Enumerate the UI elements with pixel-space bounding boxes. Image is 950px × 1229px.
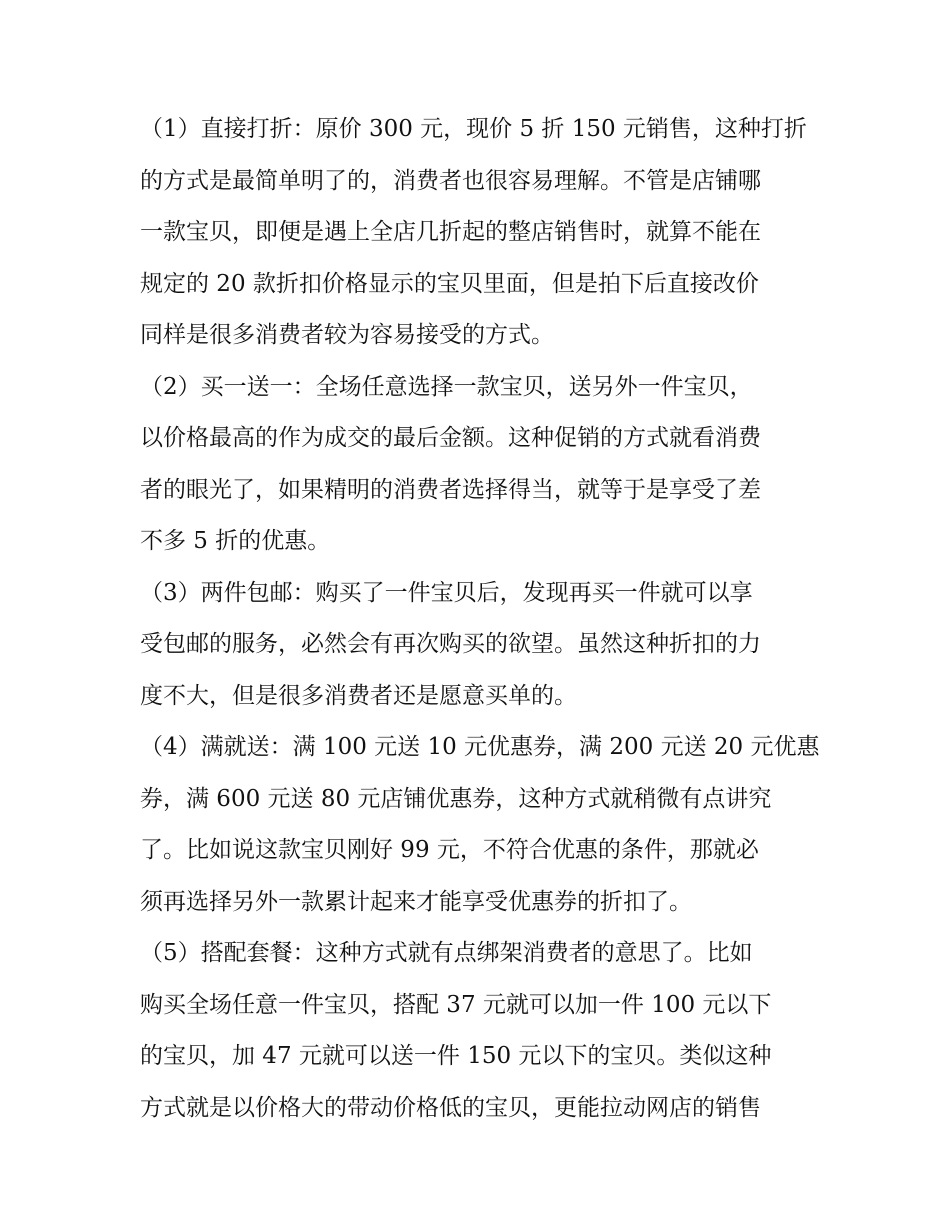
text-line-18: 购买全场任意一件宝贝，搭配 37 元就可以加一件 100 元以下 xyxy=(140,991,772,1018)
text-line-3: 一款宝贝，即便是遇上全店几折起的整店销售时，就算不能在 xyxy=(140,219,761,245)
text-line-19: 的宝贝，加 47 元就可以送一件 150 元以下的宝贝。类似这种 xyxy=(140,1043,772,1069)
text-line-17: （5）搭配套餐：这种方式就有点绑架消费者的意思了。比如 xyxy=(140,940,753,966)
text-line-1: （1）直接打折：原价 300 元，现价 5 折 150 元销售，这种打折 xyxy=(140,116,807,142)
text-line-8: 者的眼光了，如果精明的消费者选择得当，就等于是享受了差 xyxy=(140,476,761,503)
body-text xyxy=(140,104,820,1134)
text-line-2: 的方式是最简单明了的，消费者也很容易理解。不管是店铺哪 xyxy=(140,167,761,194)
text-line-20: 方式就是以价格大的带动价格低的宝贝，更能拉动网店的销售 xyxy=(140,1094,761,1121)
text-line-11: 受包邮的服务，必然会有再次购买的欲望。虽然这种折扣的力 xyxy=(140,631,761,657)
text-line-6: （2）买一送一：全场任意选择一款宝贝，送另外一件宝贝， xyxy=(140,373,753,400)
text-line-15: 了。比如说这款宝贝刚好 99 元，不符合优惠的条件，那就必 xyxy=(140,837,759,863)
text-line-9: 不多 5 折的优惠。 xyxy=(140,528,331,554)
text-line-4: 规定的 20 款折扣价格显示的宝贝里面，但是拍下后直接改价 xyxy=(140,270,759,297)
text-line-16: 须再选择另外一款累计起来才能享受优惠券的折扣了。 xyxy=(140,888,692,915)
text-line-5: 同样是很多消费者较为容易接受的方式。 xyxy=(140,322,554,348)
text-line-7: 以价格最高的作为成交的最后金额。这种促销的方式就看消费 xyxy=(140,425,761,451)
text-line-14: 券，满 600 元送 80 元店铺优惠券，这种方式就稍微有点讲究 xyxy=(140,785,772,812)
text-line-12: 度不大，但是很多消费者还是愿意买单的。 xyxy=(140,682,577,709)
text-line-13: （4）满就送：满 100 元送 10 元优惠券，满 200 元送 20 元优惠 xyxy=(140,734,820,760)
text-line-10: （3）两件包邮：购买了一件宝贝后，发现再买一件就可以享 xyxy=(140,579,753,606)
